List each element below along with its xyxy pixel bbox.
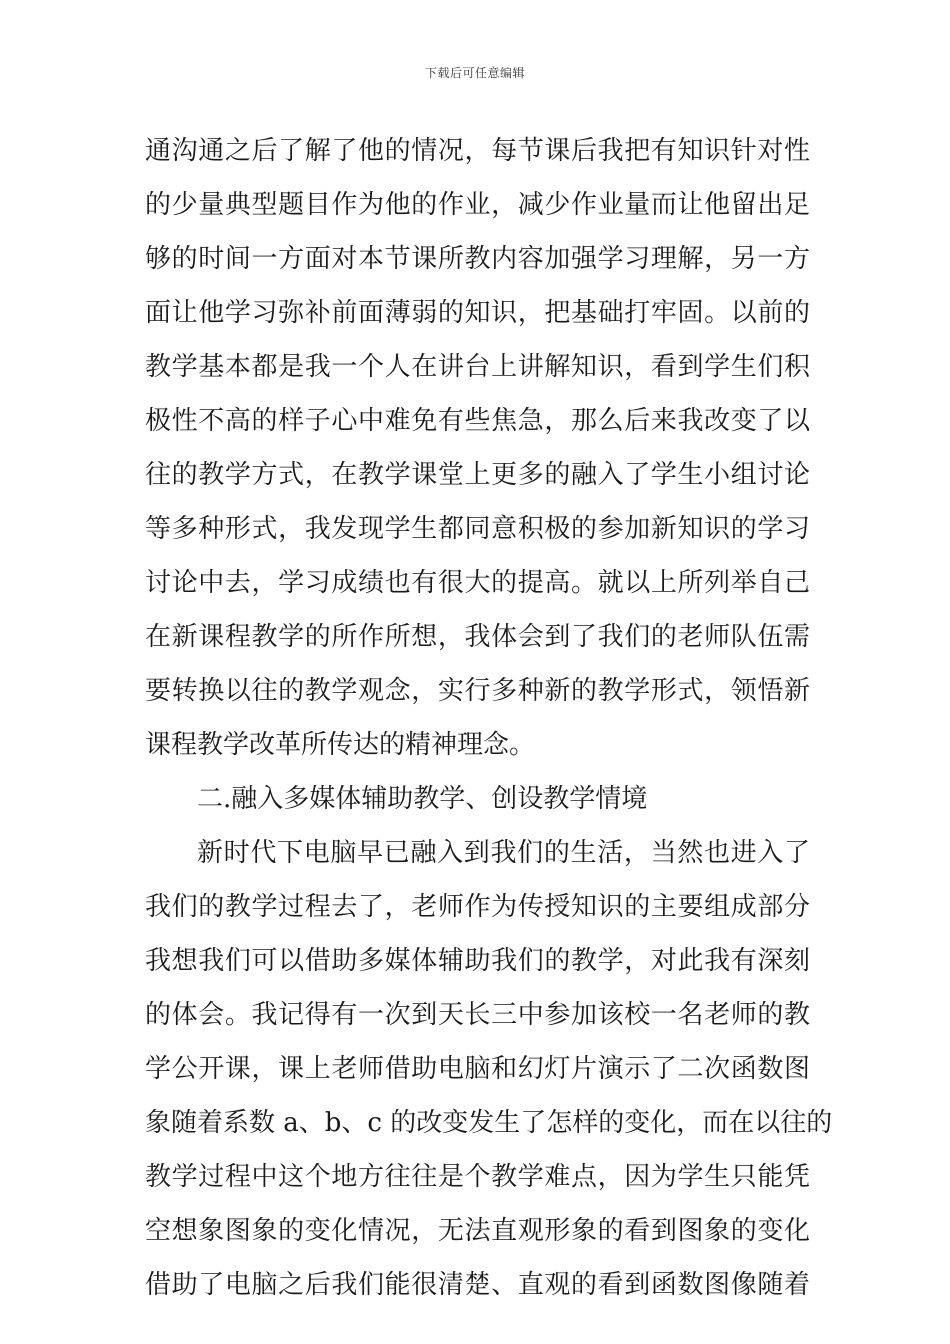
text-line: 学公开课，课上老师借助电脑和幻灯片演示了二次函数图: [145, 1054, 810, 1084]
text-line: 的少量典型题目作为他的作业，减少作业量而让他留出足: [145, 190, 810, 220]
text-line: 通沟通之后了解了他的情况，每节课后我把有知识针对性: [145, 136, 810, 166]
text-line: 面让他学习弥补前面薄弱的知识，把基础打牢固。以前的: [145, 298, 810, 328]
text-line: 教学过程中这个地方往往是个教学难点，因为学生只能凭: [145, 1162, 810, 1192]
text-line: 的体会。我记得有一次到天长三中参加该校一名老师的教: [145, 1000, 810, 1030]
text-line: 空想象图象的变化情况，无法直观形象的看到图象的变化: [145, 1216, 810, 1246]
text-line: 讨论中去，学习成绩也有很大的提高。就以上所列举自己: [145, 568, 810, 598]
text-line: 我们的教学过程去了，老师作为传授知识的主要组成部分: [145, 892, 810, 922]
text-line: 要转换以往的教学观念，实行多种新的教学形式，领悟新: [145, 676, 810, 706]
text-line: 在新课程教学的所作所想，我体会到了我们的老师队伍需: [145, 622, 810, 652]
text-line: 往的教学方式，在教学课堂上更多的融入了学生小组讨论: [145, 460, 810, 490]
text-line: 新时代下电脑早已融入到我们的生活，当然也进入了: [197, 838, 810, 868]
text-line: 极性不高的样子心中难免有些焦急，那么后来我改变了以: [145, 406, 810, 436]
text-line: 借助了电脑之后我们能很清楚、直观的看到函数图像随着: [145, 1270, 810, 1300]
text-line: 课程教学改革所传达的精神理念。: [145, 730, 536, 760]
body-text: [145, 124, 833, 1312]
text-line: 象随着系数 a、b、c 的改变发生了怎样的变化，而在以往的: [145, 1108, 833, 1138]
header-note: 下载后可任意编辑: [424, 66, 525, 80]
text-line: 等多种形式，我发现学生都同意积极的参加新知识的学习: [145, 514, 810, 544]
section-heading: 二.融入多媒体辅助教学、创设教学情境: [197, 784, 648, 814]
text-line: 够的时间一方面对本节课所教内容加强学习理解，另一方: [145, 244, 810, 274]
text-line: 我想我们可以借助多媒体辅助我们的教学，对此我有深刻: [145, 946, 810, 976]
text-line: 教学基本都是我一个人在讲台上讲解知识，看到学生们积: [145, 352, 810, 382]
